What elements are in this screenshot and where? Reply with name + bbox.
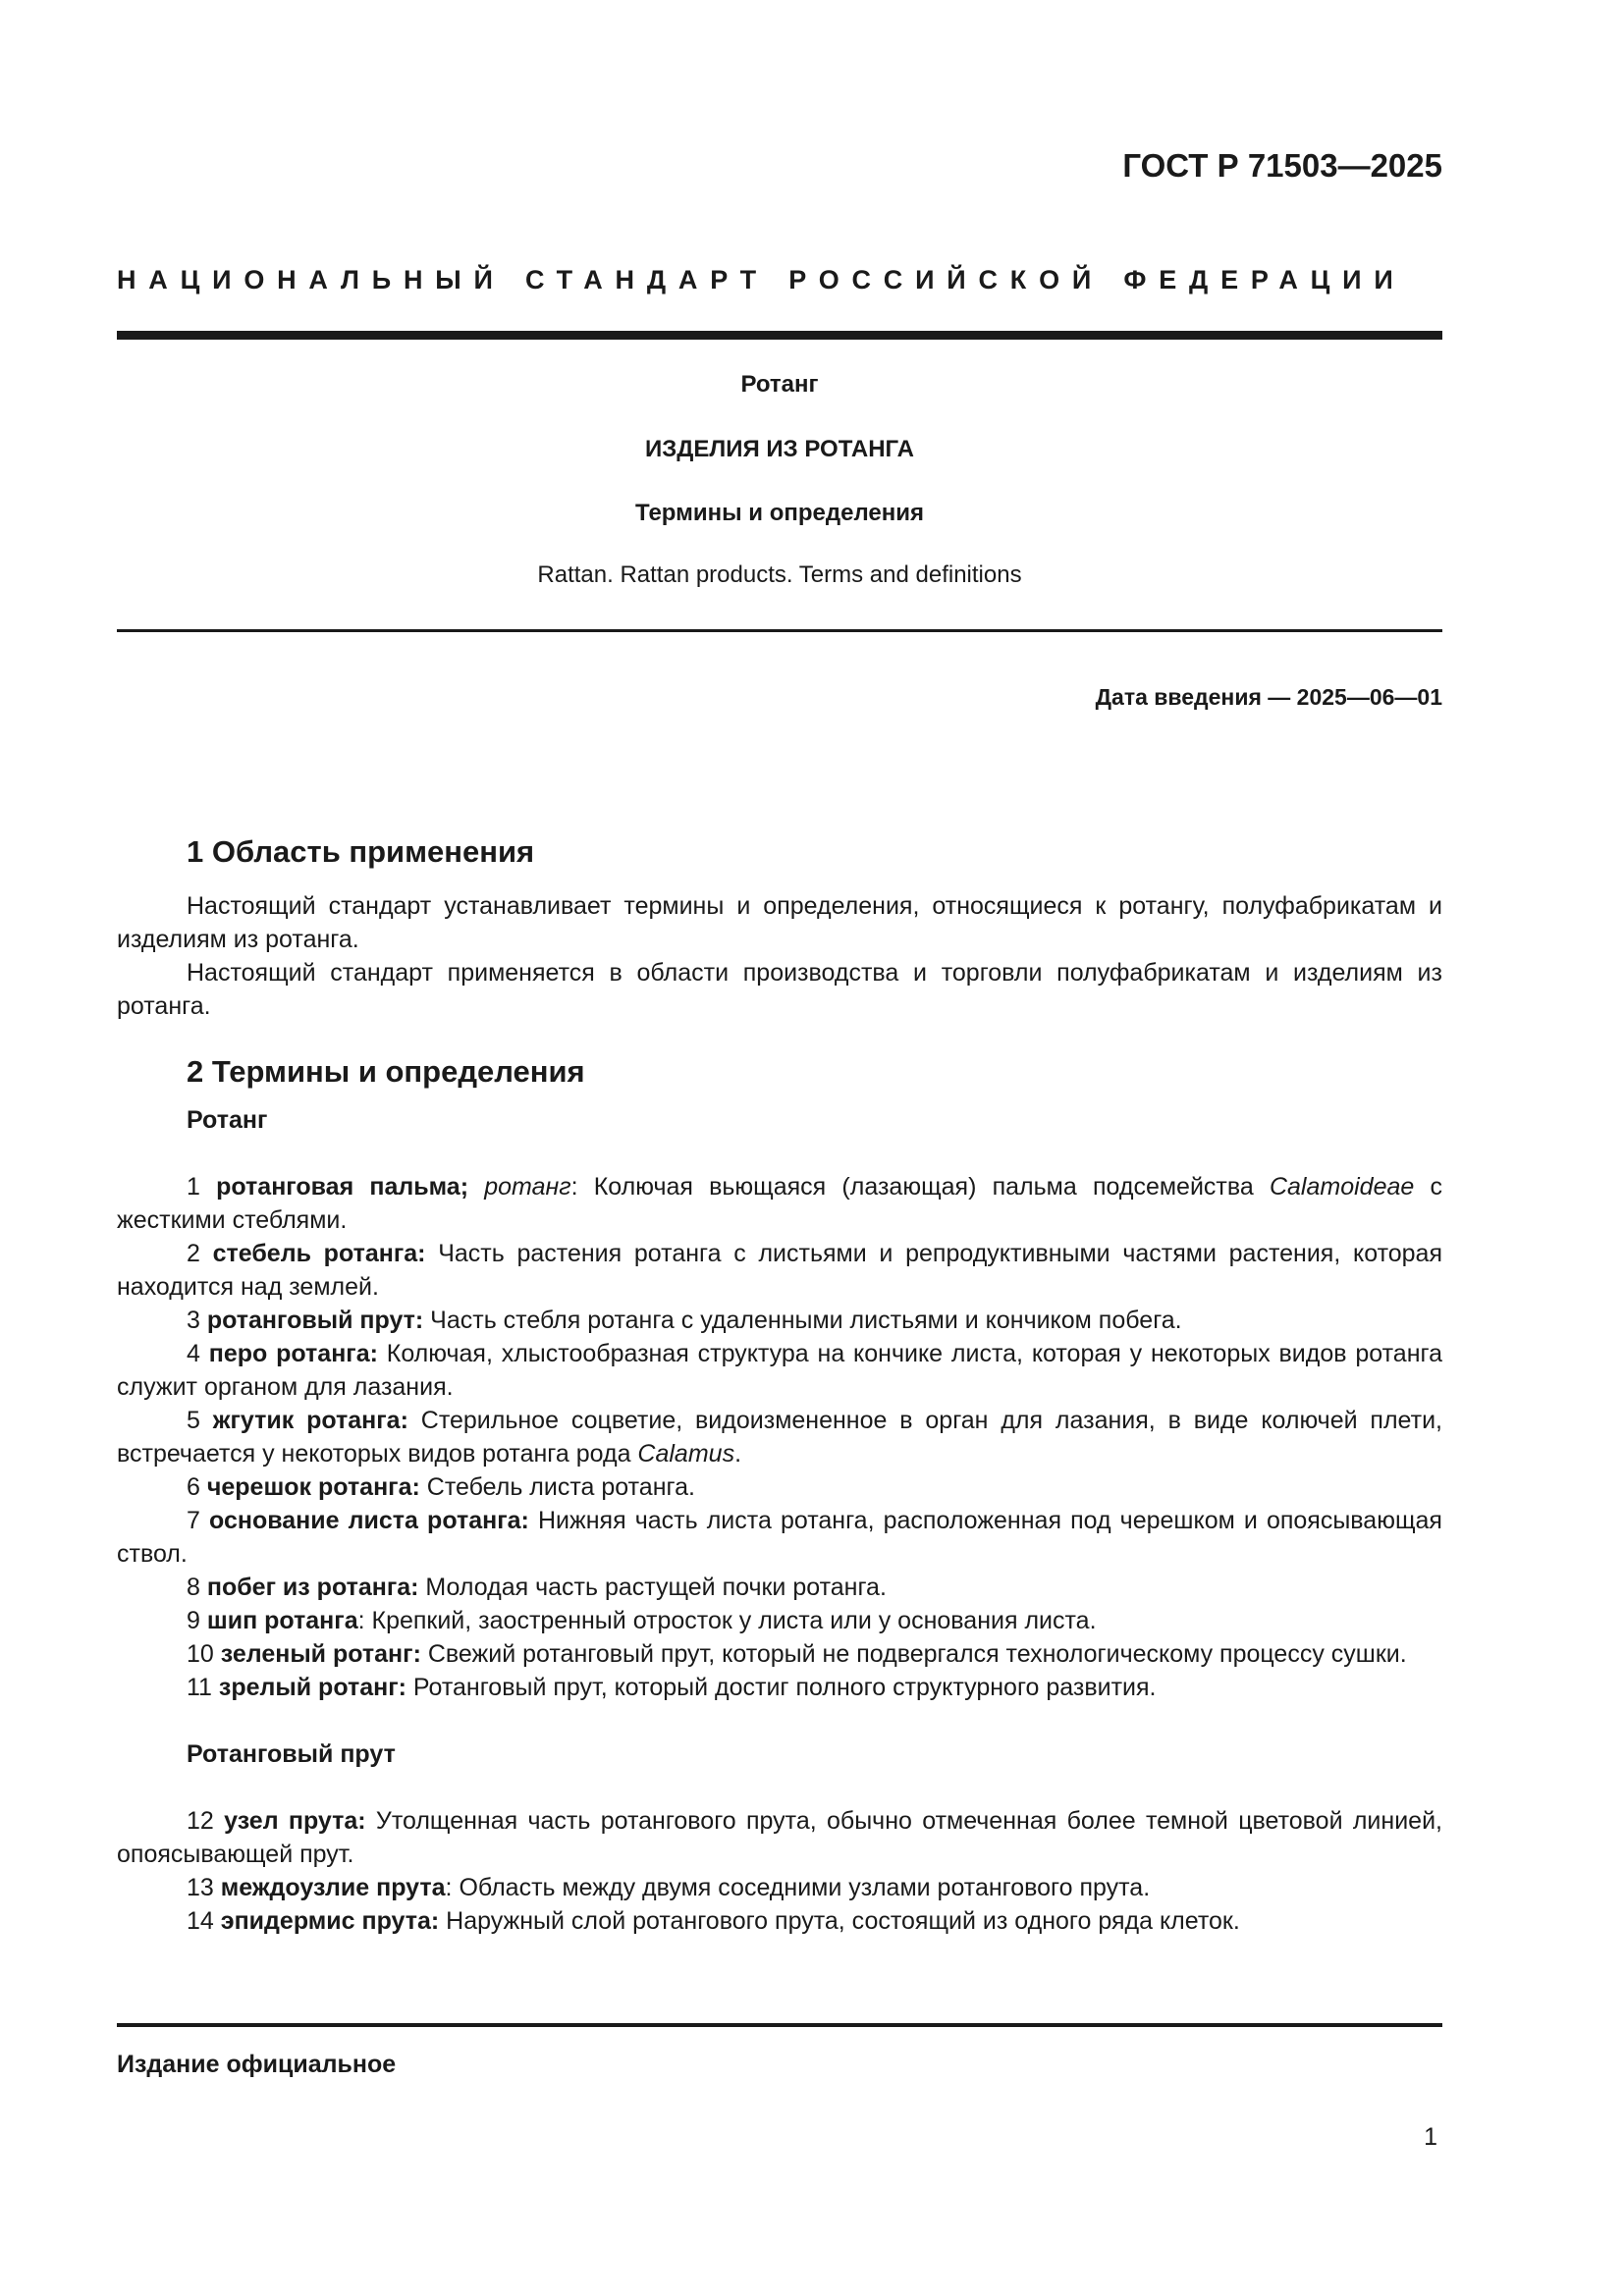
term-entry <box>117 1304 1442 1337</box>
term-number: 14 <box>187 1907 214 1935</box>
title-divider <box>117 629 1442 632</box>
term-entry <box>117 1404 1442 1470</box>
title-terms: Термины и определения <box>634 500 925 526</box>
term-name: побег из ротанга: <box>206 1574 419 1601</box>
term-entry <box>117 1871 1442 1904</box>
term-definition: Ротанговый прут, который достиг полного структурного развития. <box>406 1674 1157 1701</box>
term-entry <box>117 1671 1442 1704</box>
term-entry <box>117 1470 1442 1504</box>
term-name: междоузлие прута <box>220 1874 446 1901</box>
term-definition: Стебель листа ротанга. <box>419 1473 695 1501</box>
term-number: 10 <box>187 1640 214 1668</box>
term-number: 2 <box>187 1240 200 1267</box>
term-name: эпидермис прута: <box>220 1907 440 1935</box>
term-name: основание листа ротанга: <box>209 1507 529 1534</box>
page-number: 1 <box>1424 2123 1437 2151</box>
term-list <box>117 1804 1442 1938</box>
term-definition: : Крепкий, заостренный отросток у листа или у основания листа. <box>357 1607 1097 1634</box>
term-latin-name: Calamoideae <box>1269 1173 1415 1201</box>
term-name: зрелый ротанг: <box>218 1674 406 1701</box>
title-main: Ротанг <box>740 371 819 398</box>
document-number: ГОСТ Р 71503—2025 <box>1122 147 1442 184</box>
term-name: стебель ротанга: <box>212 1240 426 1267</box>
term-number: 12 <box>187 1807 214 1835</box>
term-number: 7 <box>187 1507 200 1534</box>
term-entry <box>117 1804 1442 1871</box>
term-group-title: Ротанговый прут <box>187 1740 396 1768</box>
term-definition: Наружный слой ротангового прута, состоящий из одного ряда клеток. <box>439 1907 1240 1935</box>
term-definition: Стерильное соцветие, видоизмененное в орган для лазания, в виде колючей плети, встречается у некоторых видов ротанга рода <box>117 1407 1442 1468</box>
section-2-heading: 2 Термины и определения <box>187 1054 585 1089</box>
term-latin-name: Calamus <box>637 1440 735 1468</box>
term-number: 4 <box>187 1340 200 1367</box>
introduction-date: Дата введения — 2025—06—01 <box>1095 684 1442 710</box>
term-entry <box>117 1604 1442 1637</box>
term-definition: Часть растения ротанга с листьями и репродуктивными частями растения, которая находится над землей. <box>117 1240 1442 1301</box>
title-english: Rattan. Rattan products. Terms and definitions <box>537 561 1022 588</box>
term-name: узел прута: <box>224 1807 366 1835</box>
term-name: ротанговая пальма; <box>216 1173 469 1201</box>
term-number: 5 <box>187 1407 200 1434</box>
term-entry <box>117 1170 1442 1237</box>
term-number: 8 <box>187 1574 200 1601</box>
term-definition: Молодая часть растущей почки ротанга. <box>418 1574 887 1601</box>
term-name: зеленый ротанг: <box>220 1640 421 1668</box>
term-number: 11 <box>187 1674 212 1701</box>
term-definition: Часть стебля ротанга с удаленными листьями и кончиком побега. <box>423 1307 1182 1334</box>
title-block <box>117 371 1442 591</box>
term-list <box>117 1170 1442 1704</box>
document-body <box>117 832 1442 1938</box>
term-definition-tail: с жесткими стеблями. <box>117 1173 1443 1234</box>
document-page <box>117 0 1442 2296</box>
footer-divider <box>117 2023 1442 2027</box>
term-definition: Утолщенная часть ротангового прута, обычно отмеченная более темной цветовой линией, опоясывающей прут. <box>117 1807 1442 1868</box>
term-number: 6 <box>187 1473 200 1501</box>
term-definition-tail: . <box>734 1440 742 1468</box>
national-standard-title: НАЦИОНАЛЬНЫЙ СТАНДАРТ РОССИЙСКОЙ ФЕДЕРАЦИИ <box>117 265 1406 294</box>
term-name: ротанговый прут: <box>206 1307 424 1334</box>
term-name: перо ротанга: <box>208 1340 378 1367</box>
term-entry <box>117 1237 1442 1304</box>
term-definition: Колючая, хлыстообразная структура на кончике листа, которая у некоторых видов ротанга служит органом для лазания. <box>117 1340 1442 1401</box>
header-divider <box>117 331 1442 340</box>
term-entry <box>117 1637 1442 1671</box>
term-definition: Свежий ротанговый прут, который не подвергался технологическому процессу сушки. <box>420 1640 1407 1668</box>
section-1-paragraph: Настоящий стандарт применяется в области производства и торговли полуфабрикатам и изделиям из ротанга. <box>117 959 1442 1020</box>
term-entry <box>117 1904 1442 1938</box>
term-entry <box>117 1337 1442 1404</box>
term-definition: Нижняя часть листа ротанга, расположенная под черешком и опоясывающая ствол. <box>117 1507 1442 1568</box>
term-name: жгутик ротанга: <box>212 1407 408 1434</box>
term-number: 13 <box>187 1874 214 1901</box>
term-number: 3 <box>187 1307 200 1334</box>
term-number: 1 <box>187 1173 200 1201</box>
term-number: 9 <box>187 1607 200 1634</box>
term-entry <box>117 1504 1442 1571</box>
term-definition: : Колючая вьющаяся (лазающая) пальма подсемейства <box>570 1173 1270 1201</box>
section-1-paragraph: Настоящий стандарт устанавливает термины и определения, относящиеся к ротангу, полуфабрикатам и изделиям из ротанга. <box>117 892 1442 953</box>
edition-label: Издание официальное <box>117 2051 397 2078</box>
term-name: шип ротанга <box>206 1607 358 1634</box>
term-group-title: Ротанг <box>187 1106 268 1134</box>
section-1-heading: 1 Область применения <box>187 834 535 869</box>
title-products: ИЗДЕЛИЯ ИЗ РОТАНГА <box>645 436 914 462</box>
term-definition: : Область между двумя соседними узлами ротангового прута. <box>445 1874 1151 1901</box>
term-synonym: ротанг <box>484 1173 571 1201</box>
term-name: черешок ротанга: <box>206 1473 420 1501</box>
term-entry <box>117 1571 1442 1604</box>
